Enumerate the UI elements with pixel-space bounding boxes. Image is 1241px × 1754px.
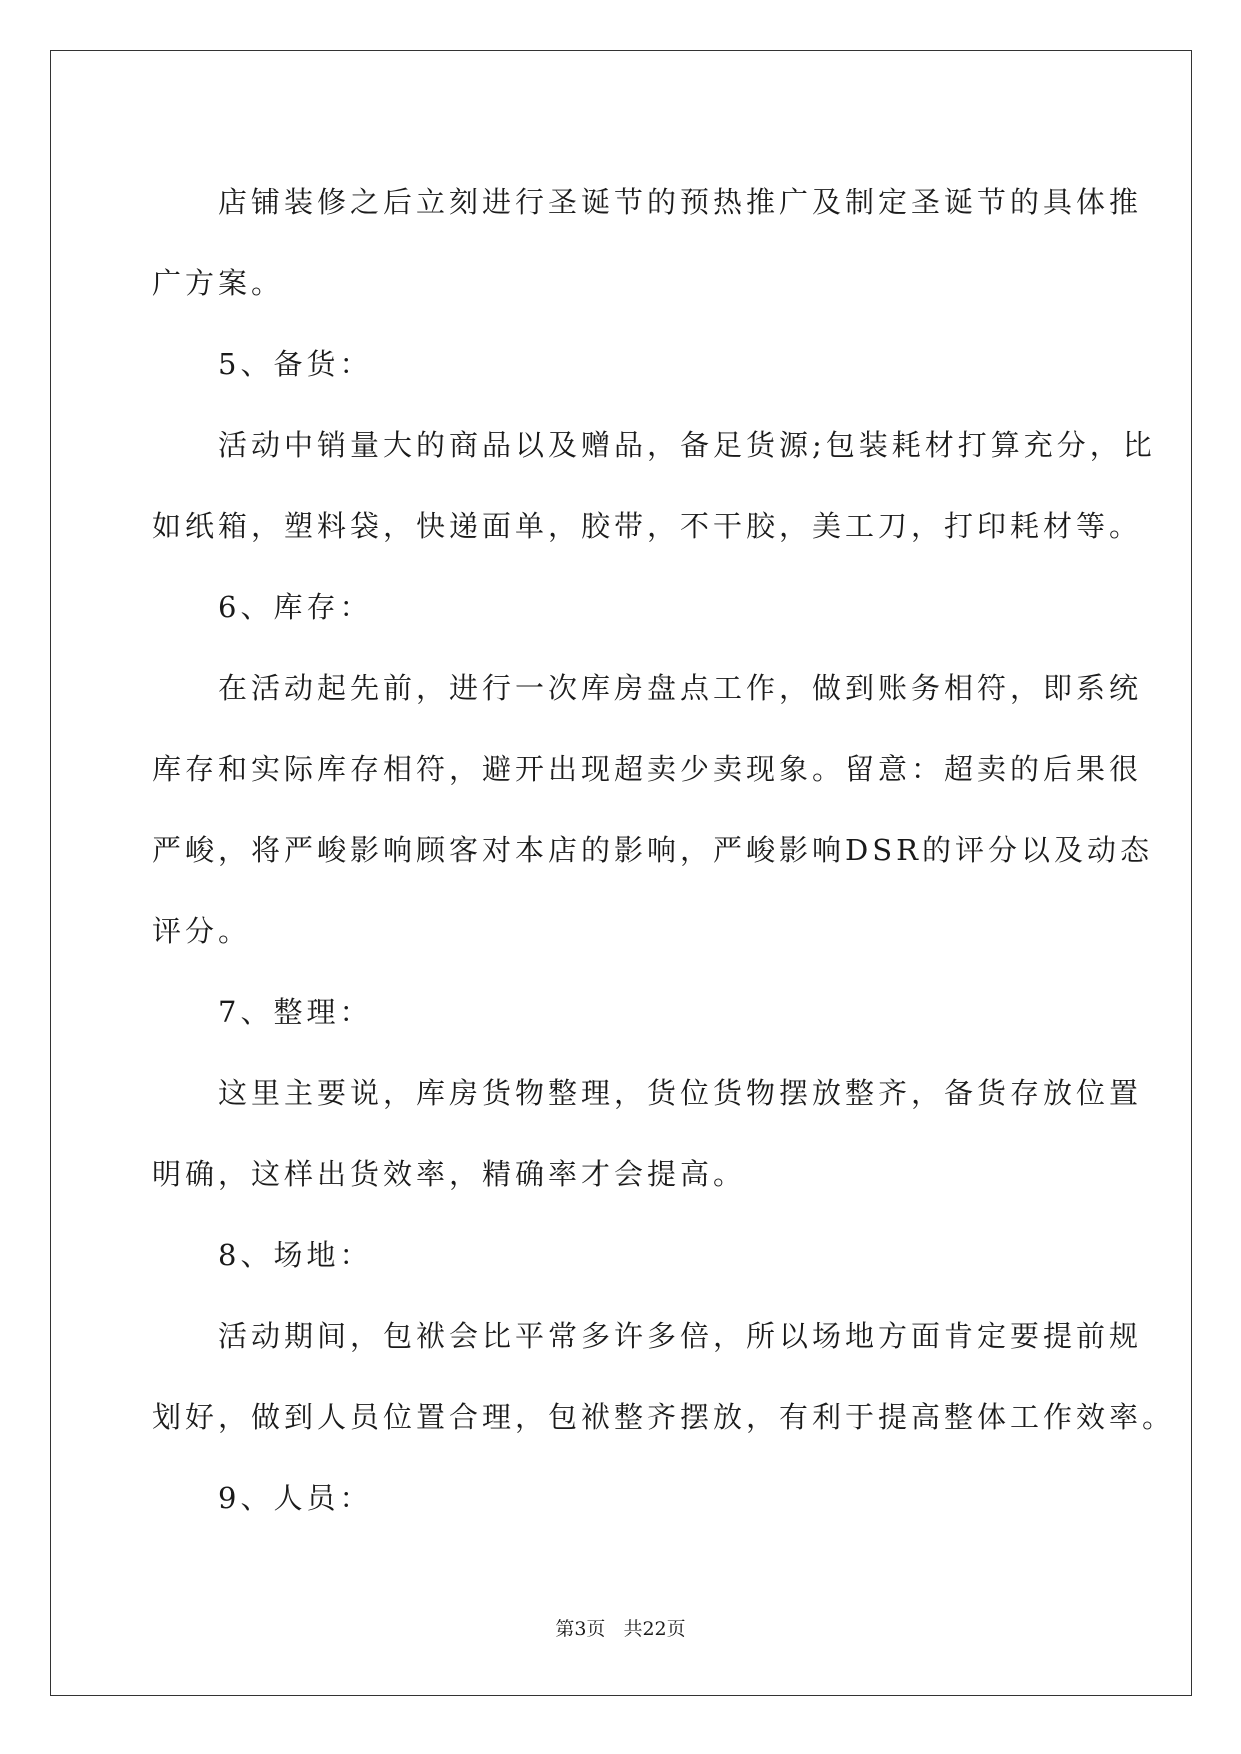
text-line: 广方案。 xyxy=(152,266,285,300)
text-line: 8、场地： xyxy=(152,1238,373,1272)
document-body xyxy=(152,162,1176,1539)
text-line: 活动期间，包袱会比平常多许多倍，所以场地方面肯定要提前规 xyxy=(152,1319,1143,1353)
text-line: 7、整理： xyxy=(152,995,373,1029)
text-line: 如纸箱，塑料袋，快递面单，胶带，不干胶，美工刀，打印耗材等。 xyxy=(152,509,1143,543)
section-heading xyxy=(152,324,1092,405)
text-line: 划好，做到人员位置合理，包袱整齐摆放，有利于提高整体工作效率。 xyxy=(152,1400,1176,1434)
text-line: 明确，这样出货效率，精确率才会提高。 xyxy=(152,1157,747,1191)
section-heading xyxy=(152,567,1092,648)
paragraph xyxy=(152,162,1143,324)
text-line: 在活动起先前，进行一次库房盘点工作，做到账务相符，即系统 xyxy=(152,671,1143,705)
page-footer xyxy=(0,1614,1241,1641)
text-line: 店铺装修之后立刻进行圣诞节的预热推广及制定圣诞节的具体推 xyxy=(152,185,1143,219)
section-heading xyxy=(152,972,1092,1053)
text-line: 库存和实际库存相符，避开出现超卖少卖现象。留意：超卖的后果很 xyxy=(152,752,1143,786)
text-line: 评分。 xyxy=(152,914,252,948)
text-line: 活动中销量大的商品以及赠品，备足货源;包装耗材打算充分，比 xyxy=(152,428,1156,462)
page-number: 第3页 xyxy=(555,1618,606,1640)
paragraph xyxy=(152,1296,1176,1458)
page-total: 共22页 xyxy=(623,1618,686,1640)
section-heading xyxy=(152,1215,1092,1296)
section-heading xyxy=(152,1458,1092,1539)
paragraph xyxy=(152,405,1156,567)
text-line: 5、备货： xyxy=(152,347,373,381)
text-line: 这里主要说，库房货物整理，货位货物摆放整齐，备货存放位置 xyxy=(152,1076,1143,1110)
paragraph xyxy=(152,648,1153,972)
paragraph xyxy=(152,1053,1143,1215)
text-line: 严峻，将严峻影响顾客对本店的影响，严峻影响DSR的评分以及动态 xyxy=(152,833,1153,867)
text-line: 9、人员： xyxy=(152,1481,373,1515)
text-line: 6、库存： xyxy=(152,590,373,624)
